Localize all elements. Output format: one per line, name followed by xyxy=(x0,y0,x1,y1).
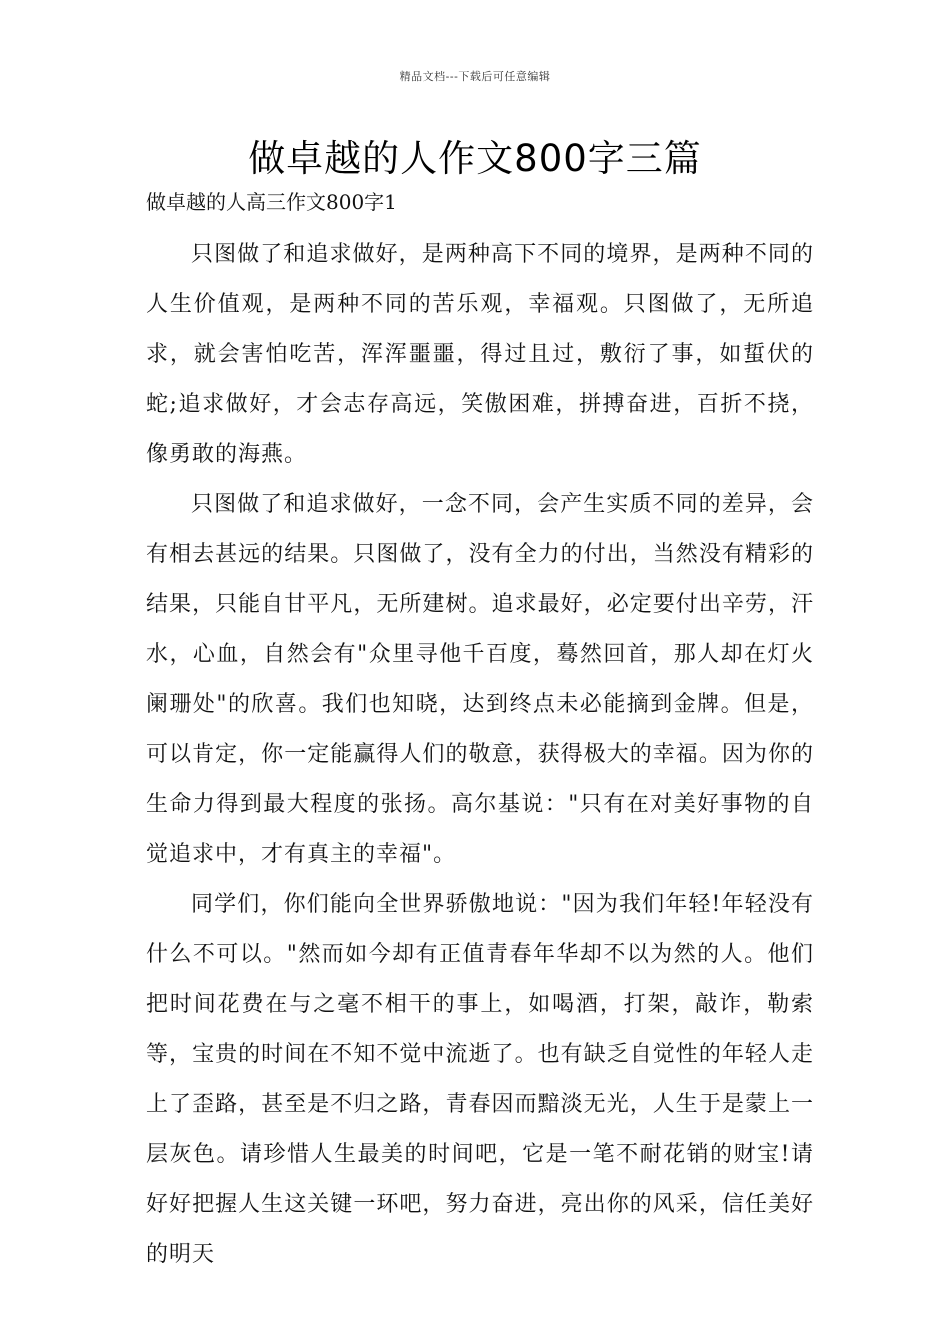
page-title: 做卓越的人作文800字三篇 xyxy=(248,137,702,180)
header-note: 精品文档---下载后可任意编辑 xyxy=(399,70,551,83)
paragraph-1: 只图做了和追求做好，是两种高下不同的境界，是两种不同的人生价值观，是两种不同的苦乐观，幸福观。只图做了，无所追求，就会害怕吃苦，浑浑噩噩，得过且过，敷衍了事，如蜇伏的蛇;追求做好，才会志存高远，笑傲困难，拼搏奋进，百折不挠，像勇敢的海燕。 xyxy=(146,242,814,467)
paragraph-2: 只图做了和追求做好，一念不同，会产生实质不同的差异，会有相去甚远的结果。只图做了，没有全力的付出，当然没有精彩的结果，只能自甘平凡，无所建树。追求最好，必定要付出辛劳，汗水，心血，自然会有"众里寻他千百度，蓦然回首，那人却在灯火阑珊处"的欣喜。我们也知晓，达到终点未必能摘到金牌。但是，可以肯定，你一定能赢得人们的敬意，获得极大的幸福。因为你的生命力得到最大程度的张扬。高尔基说："只有在对美好事物的自觉追求中，才有真主的幸福"。 xyxy=(146,492,814,867)
body-text xyxy=(146,230,814,1280)
paragraph-3: 同学们，你们能向全世界骄傲地说："因为我们年轻!年轻没有什么不可以。"然而如今却有正值青春年华却不以为然的人。他们把时间花费在与之毫不相干的事上，如喝酒，打架，敲诈，勒索等，宝贵的时间在不知不觉中流逝了。也有缺乏自觉性的年轻人走上了歪路，甚至是不归之路，青春因而黯淡无光，人生于是蒙上一层灰色。请珍惜人生最美的时间吧，它是一笔不耐花销的财宝!请好好把握人生这关键一环吧，努力奋进，亮出你的风采，信任美好的明天 xyxy=(146,892,814,1267)
section-subtitle: 做卓越的人高三作文800字1 xyxy=(146,190,397,214)
